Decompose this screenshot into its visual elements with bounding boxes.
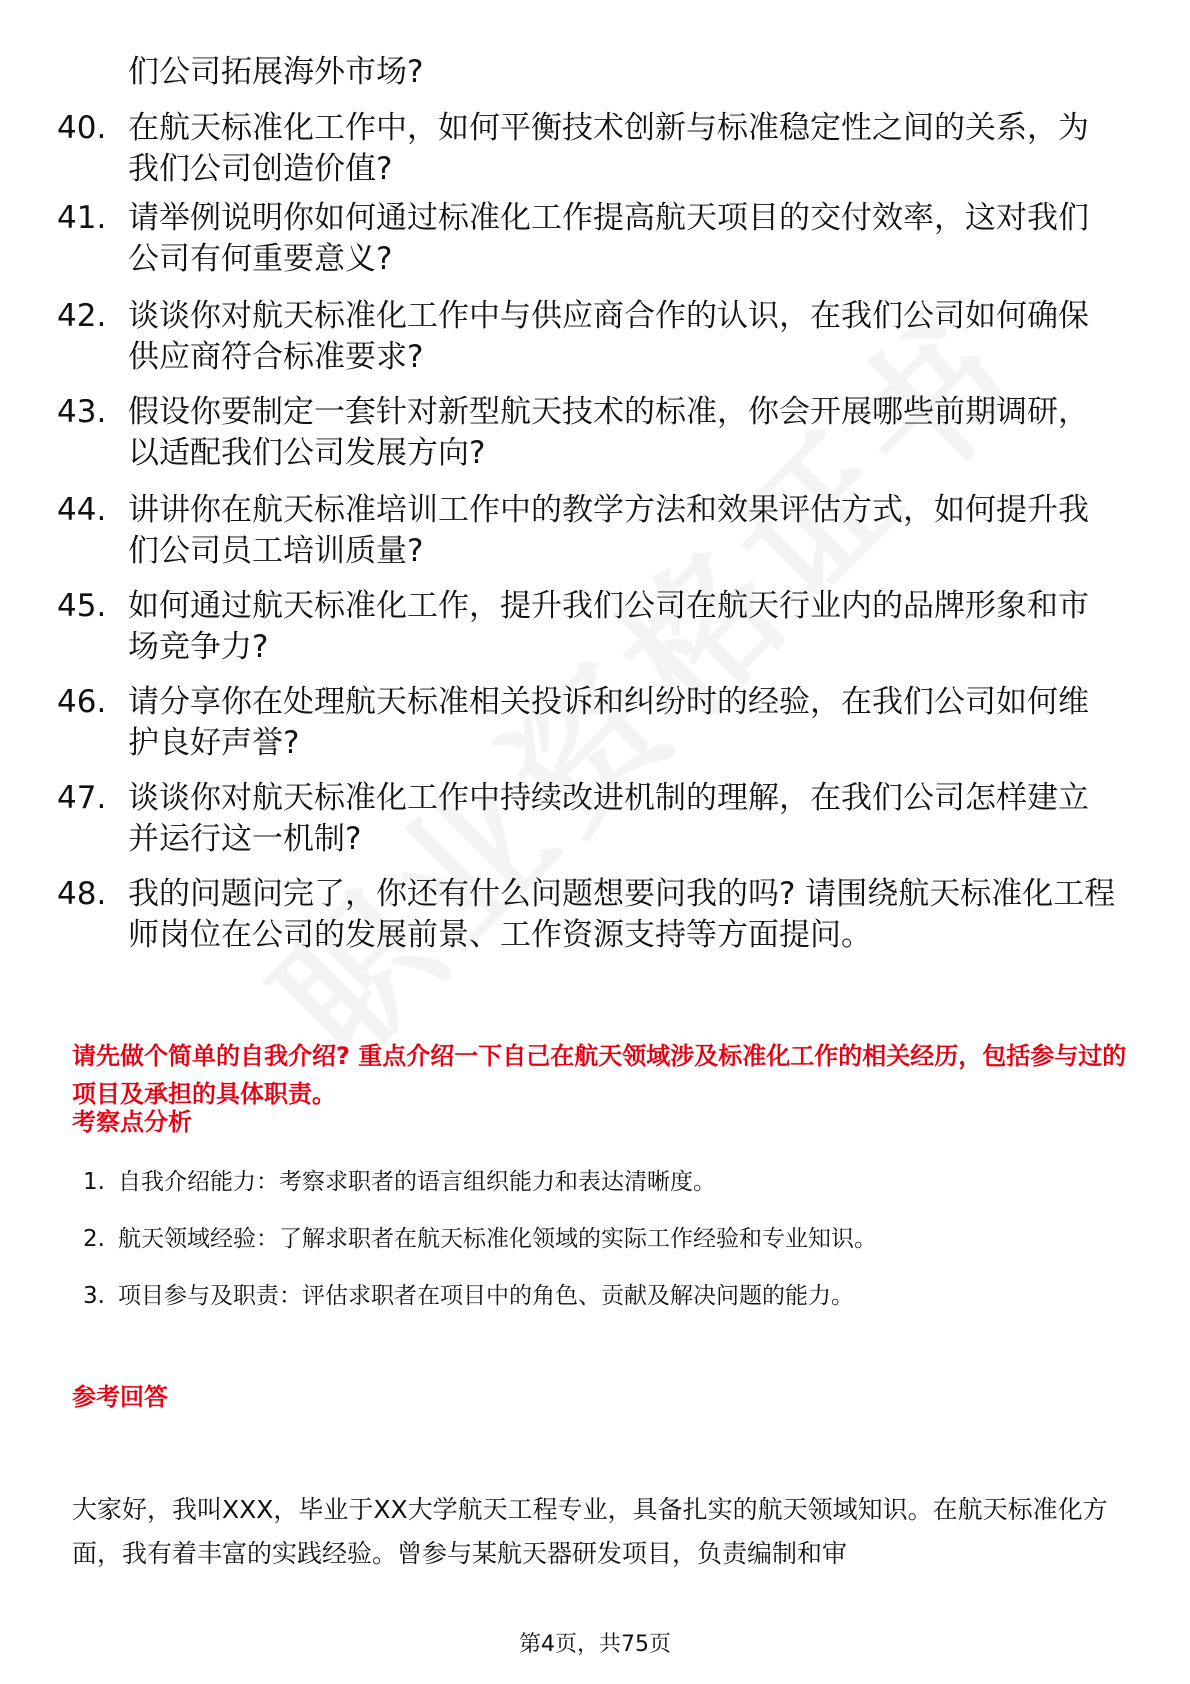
analysis-point-number: 1.	[83, 1169, 105, 1195]
question-number: 44.	[57, 492, 107, 528]
question-text: 谈谈你对航天标准化工作中与供应商合作的认识，在我们公司如何确保供应商符合标准要求?	[128, 298, 1089, 375]
analysis-point-text: 航天领域经验：了解求职者在航天标准化领域的实际工作经验和专业知识。	[118, 1226, 877, 1252]
question-text: 假设你要制定一套针对新型航天技术的标准，你会开展哪些前期调研，以适配我们公司发展方向?	[128, 394, 1089, 471]
analysis-title: 考察点分析	[72, 1108, 192, 1136]
question-text: 讲讲你在航天标准培训工作中的教学方法和效果评估方式，如何提升我们公司员工培训质量?	[128, 492, 1089, 569]
question-text: 如何通过航天标准化工作，提升我们公司在航天行业内的品牌形象和市场竞争力?	[128, 588, 1089, 665]
question-text: 在航天标准化工作中，如何平衡技术创新与标准稳定性之间的关系，为我们公司创造价值?	[128, 110, 1089, 187]
question-number: 45.	[57, 588, 107, 624]
question-number: 43.	[57, 394, 107, 430]
reference-answer: 大家好，我叫XXX，毕业于XX大学航天工程专业，具备扎实的航天领域知识。在航天标准化方面，我有着丰富的实践经验。曾参与某航天器研发项目，负责编制和审	[72, 1495, 1108, 1568]
question-text: 谈谈你对航天标准化工作中持续改进机制的理解，在我们公司怎样建立并运行这一机制?	[128, 780, 1089, 857]
analysis-point-number: 2.	[83, 1226, 105, 1252]
analysis-point-number: 3.	[83, 1283, 105, 1309]
question-number: 46.	[57, 684, 107, 720]
question-text: 请举例说明你如何通过标准化工作提高航天项目的交付效率，这对我们公司有何重要意义?	[128, 200, 1089, 277]
featured-question: 请先做个简单的自我介绍? 重点介绍一下自己在航天领域涉及标准化工作的相关经历，包括参与过的项目及承担的具体职责。	[72, 1042, 1127, 1108]
reference-title: 参考回答	[72, 1383, 168, 1411]
question-text: 请分享你在处理航天标准相关投诉和纠纷时的经验，在我们公司如何维护良好声誉?	[128, 684, 1089, 761]
question-number: 40.	[57, 110, 107, 146]
analysis-point-text: 项目参与及职责：评估求职者在项目中的角色、贡献及解决问题的能力。	[118, 1283, 854, 1309]
question-text: 我的问题问完了，你还有什么问题想要问我的吗? 请围绕航天标准化工程师岗位在公司的发展前景、工作资源支持等方面提问。	[128, 876, 1116, 953]
question-number: 42.	[57, 298, 107, 334]
page-footer: 第4页，共75页	[519, 1632, 671, 1657]
analysis-point-text: 自我介绍能力：考察求职者的语言组织能力和表达清晰度。	[118, 1169, 716, 1195]
question-number: 41.	[57, 200, 107, 236]
question-number: 48.	[57, 876, 107, 912]
question-continuation: 们公司拓展海外市场?	[128, 54, 424, 90]
question-number: 47.	[57, 780, 107, 816]
